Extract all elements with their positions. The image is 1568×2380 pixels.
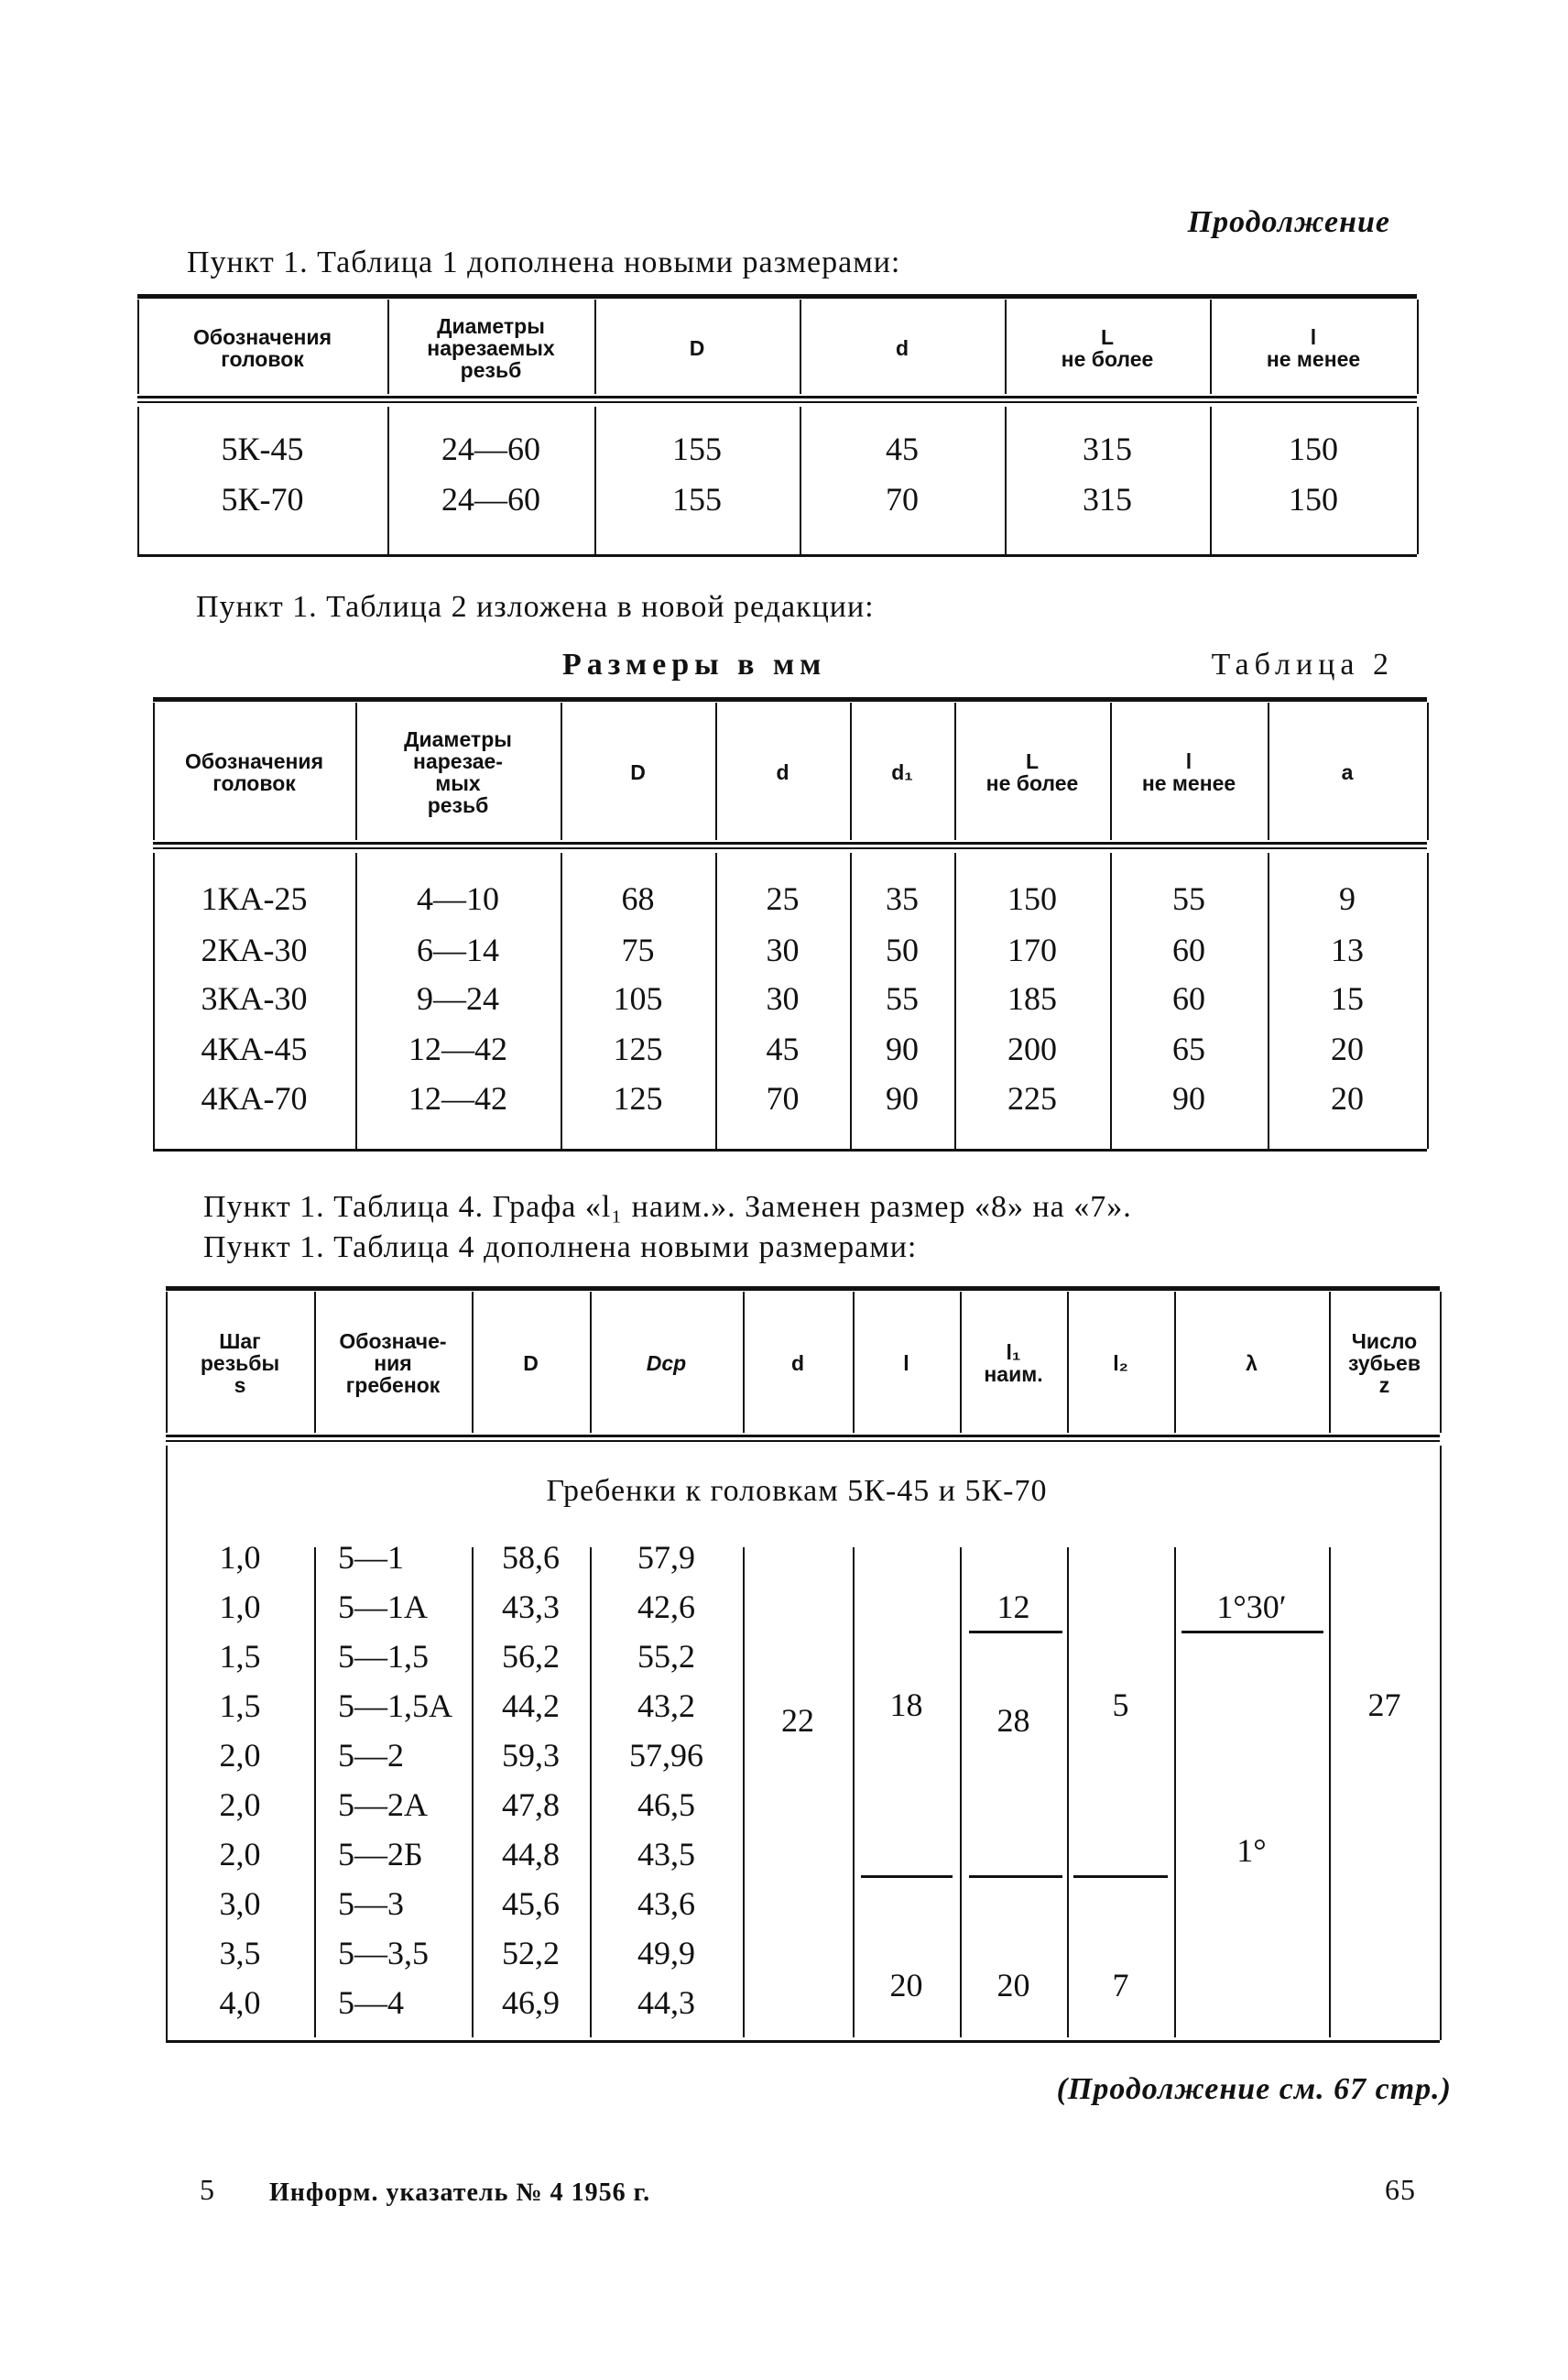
table-cell: 200: [1007, 1031, 1057, 1067]
table-cell: 5—4: [338, 1984, 404, 2021]
table-cell: 35: [886, 880, 919, 917]
table-cell: 70: [766, 1080, 800, 1117]
column-divider: [1427, 853, 1429, 1149]
merged-cell: 20: [889, 1967, 923, 2003]
column-header: l₁ наим.: [984, 1340, 1043, 1386]
table-cell: 30: [766, 932, 800, 968]
column-divider: [853, 1547, 855, 2037]
column-divider: [743, 1547, 745, 2037]
units-label: Размеры в мм: [562, 648, 827, 682]
table-cell: 43,3: [502, 1588, 560, 1625]
table-cell: 9—24: [417, 980, 499, 1017]
column-header: L не более: [985, 749, 1079, 795]
table-cell: 47,8: [502, 1786, 560, 1823]
column-divider: [387, 300, 389, 394]
page-number: 65: [1385, 2173, 1416, 2206]
table-cell: 57,9: [637, 1539, 695, 1576]
table-cell: 59,3: [502, 1737, 560, 1774]
table-cell: 5—2: [338, 1737, 404, 1774]
table-cell: 1,0: [219, 1539, 261, 1576]
table-cell: 44,8: [502, 1836, 560, 1872]
table-cell: 5К-70: [221, 481, 304, 518]
column-header: D: [689, 335, 705, 360]
column-header: d₁: [891, 760, 913, 784]
table-cell: 55,2: [637, 1638, 695, 1675]
table-2-label: Таблица 2: [1211, 648, 1394, 682]
table-cell: 45,6: [502, 1885, 560, 1922]
continuation-label: Продолжение: [1187, 205, 1390, 239]
rule-line: [969, 1631, 1062, 1633]
table-cell: 12—42: [408, 1080, 507, 1117]
table-cell: 24—60: [441, 431, 540, 467]
column-header: l: [903, 1351, 909, 1375]
column-header: d: [776, 760, 789, 784]
table-cell: 46,9: [502, 1984, 560, 2021]
column-divider: [715, 703, 717, 840]
table-cell: 58,6: [502, 1539, 560, 1576]
column-divider: [1110, 703, 1112, 840]
table-cell: 1,5: [219, 1687, 261, 1724]
column-divider: [960, 1547, 962, 2037]
table-cell: 60: [1172, 980, 1205, 1017]
column-divider: [800, 407, 801, 554]
rule-line: [166, 1435, 1440, 1437]
merged-cell: 18: [889, 1687, 923, 1723]
column-divider: [355, 853, 357, 1149]
column-header: λ: [1246, 1351, 1258, 1375]
signature-mark: 5: [200, 2173, 215, 2206]
table-cell: 30: [766, 980, 800, 1017]
column-divider: [561, 853, 562, 1149]
column-header: Диаметры нарезаемых резьб: [427, 313, 555, 382]
table-cell: 52,2: [502, 1935, 560, 1971]
table-cell: 44,3: [637, 1984, 695, 2021]
table-cell: 315: [1083, 481, 1132, 518]
column-header: l не менее: [1266, 324, 1361, 371]
column-header: d: [790, 1351, 805, 1375]
merged-cell: 7: [1112, 1967, 1129, 2003]
rule-line: [861, 1875, 953, 1878]
rule-line: [137, 294, 1417, 299]
column-divider: [954, 853, 956, 1149]
column-divider: [137, 300, 139, 394]
column-divider: [850, 853, 852, 1149]
column-divider: [1268, 853, 1269, 1149]
section3-note1: Пункт 1. Таблица 4. Графа «l₁ наим.». Заменен размер «8» на «7».: [203, 1190, 1132, 1224]
column-divider: [561, 703, 562, 840]
column-divider: [1210, 300, 1212, 394]
section3-note2: Пункт 1. Таблица 4 дополнена новыми размерами:: [203, 1230, 918, 1264]
table-cell: 5—1А: [338, 1588, 428, 1625]
column-divider: [153, 703, 155, 840]
column-divider: [314, 1547, 316, 2037]
column-divider: [137, 407, 139, 554]
column-divider: [800, 300, 801, 394]
column-header: l не менее: [1141, 749, 1236, 795]
table-cell: 3,0: [219, 1885, 261, 1922]
section2-intro: Пункт 1. Таблица 2 изложена в новой редакции:: [196, 590, 875, 624]
column-divider: [1417, 300, 1419, 394]
column-divider: [590, 1547, 592, 2037]
publication-footer: Информ. указатель № 4 1956 г.: [269, 2178, 651, 2207]
column-divider: [1174, 1547, 1176, 2037]
column-header: Диаметры нарезае- мых резьб: [404, 727, 512, 817]
table-cell: 150: [1289, 481, 1338, 518]
column-divider: [960, 1292, 962, 1433]
column-divider: [1067, 1292, 1069, 1433]
table-cell: 25: [766, 880, 800, 917]
merged-cell: 27: [1367, 1687, 1401, 1723]
table-cell: 5—2Б: [338, 1836, 423, 1872]
table-cell: 43,2: [637, 1687, 695, 1724]
table-cell: 225: [1007, 1080, 1057, 1117]
table-cell: 49,9: [637, 1935, 695, 1971]
table-cell: 315: [1083, 431, 1132, 467]
table-cell: 5—3: [338, 1885, 404, 1922]
table-cell: 3,5: [219, 1935, 261, 1971]
rule-line: [137, 401, 1417, 403]
table-cell: 5К-45: [221, 431, 304, 467]
table-cell: 2,0: [219, 1786, 261, 1823]
column-divider: [1067, 1547, 1069, 2037]
table-cell: 9: [1339, 880, 1356, 917]
column-divider: [314, 1292, 316, 1433]
column-header: a: [1341, 760, 1354, 784]
table-cell: 170: [1007, 932, 1057, 968]
table-cell: 5—1,5: [338, 1638, 429, 1675]
table-cell: 125: [613, 1031, 663, 1067]
table-cell: 155: [672, 431, 722, 467]
column-divider: [387, 407, 389, 554]
merged-cell: 5: [1112, 1687, 1129, 1723]
table-cell: 6—14: [417, 932, 499, 968]
column-header: D: [630, 760, 646, 784]
merged-cell: 12: [996, 1588, 1030, 1625]
column-header: l₂: [1113, 1351, 1128, 1375]
column-divider: [1174, 1292, 1176, 1433]
table-cell: 2,0: [219, 1836, 261, 1872]
column-header: Число зубьев z: [1348, 1329, 1421, 1397]
table-cell: 2КА-30: [201, 932, 308, 968]
table-cell: 42,6: [637, 1588, 695, 1625]
table-cell: 20: [1331, 1080, 1364, 1117]
rule-line: [166, 1440, 1440, 1442]
section1-intro: Пункт 1. Таблица 1 дополнена новыми размерами:: [187, 246, 901, 279]
column-divider: [1440, 1292, 1442, 1433]
column-divider: [1005, 407, 1007, 554]
table-cell: 4,0: [219, 1984, 261, 2021]
column-header: d: [895, 335, 909, 360]
column-header: Обозначения головок: [193, 324, 332, 371]
column-divider: [1440, 1446, 1442, 2040]
rule-line: [1073, 1875, 1168, 1878]
table-cell: 4—10: [417, 880, 499, 917]
rule-line: [1181, 1631, 1323, 1633]
rule-line: [153, 697, 1427, 702]
column-divider: [853, 1292, 855, 1433]
table-cell: 150: [1289, 431, 1338, 467]
column-header: Обозначения головок: [185, 749, 323, 795]
table-cell: 43,6: [637, 1885, 695, 1922]
column-divider: [1268, 703, 1269, 840]
column-header: Dcp: [646, 1351, 687, 1375]
column-divider: [472, 1547, 474, 2037]
table-cell: 57,96: [629, 1737, 703, 1774]
table-cell: 125: [613, 1080, 663, 1117]
column-divider: [1427, 703, 1429, 840]
table-cell: 65: [1172, 1031, 1205, 1067]
table-cell: 13: [1331, 932, 1364, 968]
table-cell: 4КА-70: [201, 1080, 308, 1117]
table-cell: 60: [1172, 932, 1205, 968]
table-subtitle: Гребенки к головкам 5К-45 и 5К-70: [546, 1474, 1048, 1508]
column-divider: [594, 300, 596, 394]
table-cell: 5—1,5А: [338, 1687, 452, 1724]
table-cell: 15: [1331, 980, 1364, 1017]
table-cell: 55: [1172, 880, 1205, 917]
rule-line: [153, 1149, 1427, 1152]
table-cell: 45: [766, 1031, 800, 1067]
table-cell: 185: [1007, 980, 1057, 1017]
table-cell: 44,2: [502, 1687, 560, 1724]
table-cell: 55: [886, 980, 919, 1017]
merged-cell: 1°30′: [1216, 1588, 1287, 1625]
rule-line: [166, 2040, 1440, 2043]
column-divider: [472, 1292, 474, 1433]
table-cell: 70: [886, 481, 919, 518]
table-cell: 43,5: [637, 1836, 695, 1872]
table-cell: 90: [886, 1080, 919, 1117]
column-divider: [153, 853, 155, 1149]
table-cell: 4КА-45: [201, 1031, 308, 1067]
table-cell: 46,5: [637, 1786, 695, 1823]
table-cell: 2,0: [219, 1737, 261, 1774]
table-cell: 155: [672, 481, 722, 518]
rule-line: [137, 396, 1417, 398]
column-divider: [166, 1292, 168, 1433]
table-cell: 24—60: [441, 481, 540, 518]
column-divider: [1210, 407, 1212, 554]
table-cell: 1,0: [219, 1588, 261, 1625]
table-cell: 12—42: [408, 1031, 507, 1067]
continued-note: (Продолжение см. 67 стр.): [1056, 2072, 1452, 2106]
column-divider: [715, 853, 717, 1149]
column-header: Обозначе- ния гребенок: [339, 1329, 447, 1397]
table-cell: 150: [1007, 880, 1057, 917]
column-divider: [594, 407, 596, 554]
rule-line: [153, 847, 1427, 849]
table-cell: 90: [886, 1031, 919, 1067]
merged-cell: 1°: [1236, 1832, 1267, 1869]
table-cell: 75: [621, 932, 655, 968]
column-header: L не более: [1061, 324, 1154, 371]
table-cell: 1,5: [219, 1638, 261, 1675]
table-cell: 50: [886, 932, 919, 968]
column-divider: [1329, 1292, 1331, 1433]
rule-line: [969, 1875, 1062, 1878]
column-divider: [743, 1292, 745, 1433]
rule-line: [153, 842, 1427, 845]
column-divider: [355, 703, 357, 840]
column-divider: [1329, 1547, 1331, 2037]
column-header: Шаг резьбы s: [200, 1329, 280, 1397]
column-divider: [166, 1446, 168, 2040]
table-cell: 45: [886, 431, 919, 467]
table-cell: 5—2А: [338, 1786, 428, 1823]
column-divider: [1005, 300, 1007, 394]
table-cell: 5—3,5: [338, 1935, 429, 1971]
column-divider: [590, 1292, 592, 1433]
merged-cell: 28: [996, 1702, 1030, 1739]
merged-cell: 20: [996, 1967, 1030, 2003]
column-divider: [850, 703, 852, 840]
table-cell: 1КА-25: [201, 880, 308, 917]
table-cell: 5—1: [338, 1539, 404, 1576]
table-cell: 3КА-30: [201, 980, 308, 1017]
rule-line: [137, 554, 1417, 557]
table-cell: 90: [1172, 1080, 1205, 1117]
merged-cell: 22: [781, 1702, 814, 1739]
column-divider: [1110, 853, 1112, 1149]
table-cell: 56,2: [502, 1638, 560, 1675]
column-header: D: [523, 1351, 539, 1375]
rule-line: [166, 1286, 1440, 1291]
column-divider: [1417, 407, 1419, 554]
table-cell: 20: [1331, 1031, 1364, 1067]
table-cell: 105: [613, 980, 663, 1017]
column-divider: [954, 703, 956, 840]
table-cell: 68: [621, 880, 655, 917]
